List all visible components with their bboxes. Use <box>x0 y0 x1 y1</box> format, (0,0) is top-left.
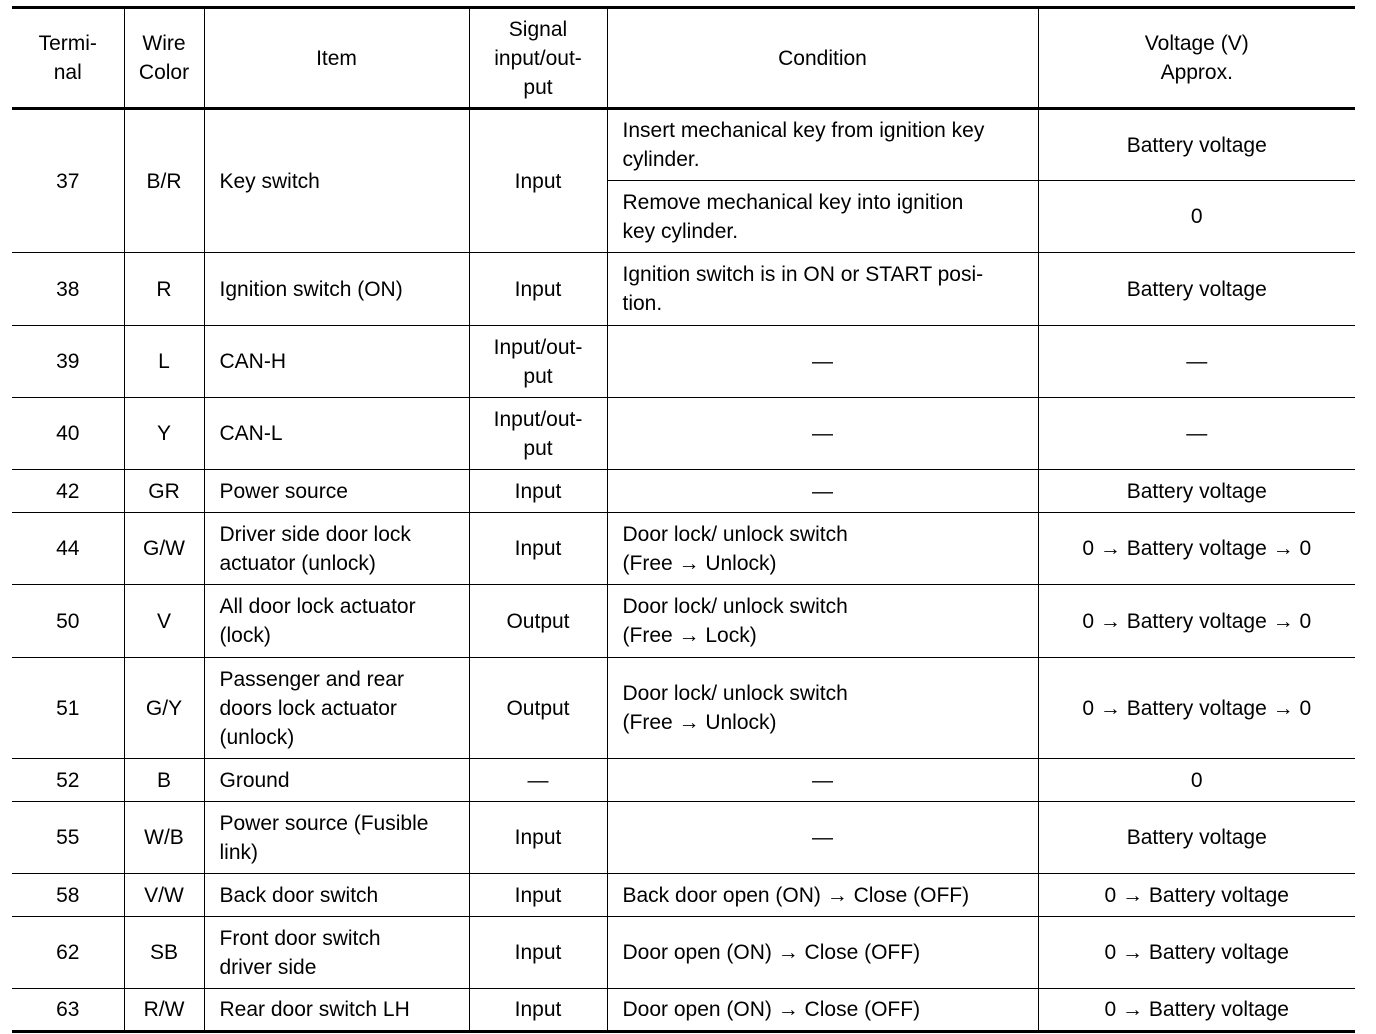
wire-color-cell: B <box>124 759 204 802</box>
item-cell: Power source (Fusible link) <box>204 802 469 874</box>
voltage-cell: — <box>1038 398 1355 470</box>
voltage-cell: Battery voltage <box>1038 109 1355 181</box>
terminal-cell: 50 <box>12 585 124 658</box>
signal-cell: Input <box>469 470 607 513</box>
signal-cell: Input/out- put <box>469 326 607 398</box>
item-cell: Ignition switch (ON) <box>204 253 469 326</box>
table-row <box>12 802 1355 874</box>
condition-cell: — <box>607 326 1038 398</box>
condition-cell: Back door open (ON) → Close (OFF) <box>607 874 1038 917</box>
terminal-cell: 37 <box>12 109 124 253</box>
wire-color-cell: W/B <box>124 802 204 874</box>
wire-color-cell: G/Y <box>124 658 204 759</box>
table-row <box>12 253 1355 326</box>
terminal-cell: 58 <box>12 874 124 917</box>
item-cell: Power source <box>204 470 469 513</box>
condition-cell: Insert mechanical key from ignition key cylinder. <box>607 109 1038 181</box>
condition-cell: Door lock/ unlock switch (Free → Lock) <box>607 585 1038 658</box>
item-cell: Front door switch driver side <box>204 917 469 989</box>
header-row <box>12 8 1355 109</box>
terminal-cell: 39 <box>12 326 124 398</box>
signal-cell: Input/out- put <box>469 398 607 470</box>
header-condition: Condition <box>607 8 1038 109</box>
condition-cell: — <box>607 759 1038 802</box>
signal-cell: Output <box>469 658 607 759</box>
table-row <box>12 470 1355 513</box>
condition-cell: Door open (ON) → Close (OFF) <box>607 989 1038 1032</box>
table-row <box>12 874 1355 917</box>
wire-color-cell: G/W <box>124 513 204 585</box>
terminal-cell: 62 <box>12 917 124 989</box>
terminal-cell: 51 <box>12 658 124 759</box>
condition-cell: Door lock/ unlock switch (Free → Unlock) <box>607 658 1038 759</box>
voltage-cell: 0 <box>1038 181 1355 253</box>
signal-cell: — <box>469 759 607 802</box>
voltage-cell: Battery voltage <box>1038 470 1355 513</box>
voltage-cell: 0 → Battery voltage <box>1038 989 1355 1032</box>
wire-color-cell: R <box>124 253 204 326</box>
condition-cell: — <box>607 470 1038 513</box>
condition-cell: Remove mechanical key into ignition key cylinder. <box>607 181 1038 253</box>
condition-cell: — <box>607 398 1038 470</box>
table-row <box>12 585 1355 658</box>
terminal-spec-table <box>12 6 1355 1033</box>
voltage-cell: 0 → Battery voltage <box>1038 874 1355 917</box>
signal-cell: Input <box>469 802 607 874</box>
item-cell: CAN-L <box>204 398 469 470</box>
item-cell: All door lock actuator (lock) <box>204 585 469 658</box>
condition-cell: — <box>607 802 1038 874</box>
header-terminal: Termi- nal <box>12 8 124 109</box>
terminal-cell: 42 <box>12 470 124 513</box>
header-signal: Signal input/out- put <box>469 8 607 109</box>
item-cell: Key switch <box>204 109 469 253</box>
wire-color-cell: SB <box>124 917 204 989</box>
header-voltage: Voltage (V) Approx. <box>1038 8 1355 109</box>
condition-cell: Door lock/ unlock switch (Free → Unlock) <box>607 513 1038 585</box>
table-row <box>12 917 1355 989</box>
item-cell: Passenger and rear doors lock actuator (unlock) <box>204 658 469 759</box>
condition-cell: Ignition switch is in ON or START posi- tion. <box>607 253 1038 326</box>
voltage-cell: 0 → Battery voltage → 0 <box>1038 658 1355 759</box>
signal-cell: Input <box>469 989 607 1032</box>
terminal-cell: 38 <box>12 253 124 326</box>
table-row <box>12 658 1355 759</box>
wire-color-cell: V/W <box>124 874 204 917</box>
terminal-cell: 44 <box>12 513 124 585</box>
terminal-cell: 55 <box>12 802 124 874</box>
signal-cell: Input <box>469 874 607 917</box>
voltage-cell: 0 → Battery voltage → 0 <box>1038 585 1355 658</box>
signal-cell: Input <box>469 253 607 326</box>
item-cell: Driver side door lock actuator (unlock) <box>204 513 469 585</box>
header-item: Item <box>204 8 469 109</box>
signal-cell: Input <box>469 917 607 989</box>
terminal-cell: 52 <box>12 759 124 802</box>
wire-color-cell: B/R <box>124 109 204 253</box>
wire-color-cell: GR <box>124 470 204 513</box>
table-row <box>12 513 1355 585</box>
voltage-cell: 0 → Battery voltage <box>1038 917 1355 989</box>
voltage-cell: — <box>1038 326 1355 398</box>
table-row <box>12 398 1355 470</box>
wire-color-cell: L <box>124 326 204 398</box>
table-row <box>12 759 1355 802</box>
wire-color-cell: R/W <box>124 989 204 1032</box>
signal-cell: Output <box>469 585 607 658</box>
terminal-cell: 40 <box>12 398 124 470</box>
item-cell: Rear door switch LH <box>204 989 469 1032</box>
signal-cell: Input <box>469 109 607 253</box>
voltage-cell: 0 <box>1038 759 1355 802</box>
item-cell: Back door switch <box>204 874 469 917</box>
table-row <box>12 109 1355 181</box>
terminal-cell: 63 <box>12 989 124 1032</box>
voltage-cell: Battery voltage <box>1038 253 1355 326</box>
signal-cell: Input <box>469 513 607 585</box>
item-cell: CAN-H <box>204 326 469 398</box>
voltage-cell: 0 → Battery voltage → 0 <box>1038 513 1355 585</box>
item-cell: Ground <box>204 759 469 802</box>
table-row <box>12 989 1355 1032</box>
table-row <box>12 326 1355 398</box>
voltage-cell: Battery voltage <box>1038 802 1355 874</box>
condition-cell: Door open (ON) → Close (OFF) <box>607 917 1038 989</box>
header-wire-color: Wire Color <box>124 8 204 109</box>
wire-color-cell: Y <box>124 398 204 470</box>
wire-color-cell: V <box>124 585 204 658</box>
